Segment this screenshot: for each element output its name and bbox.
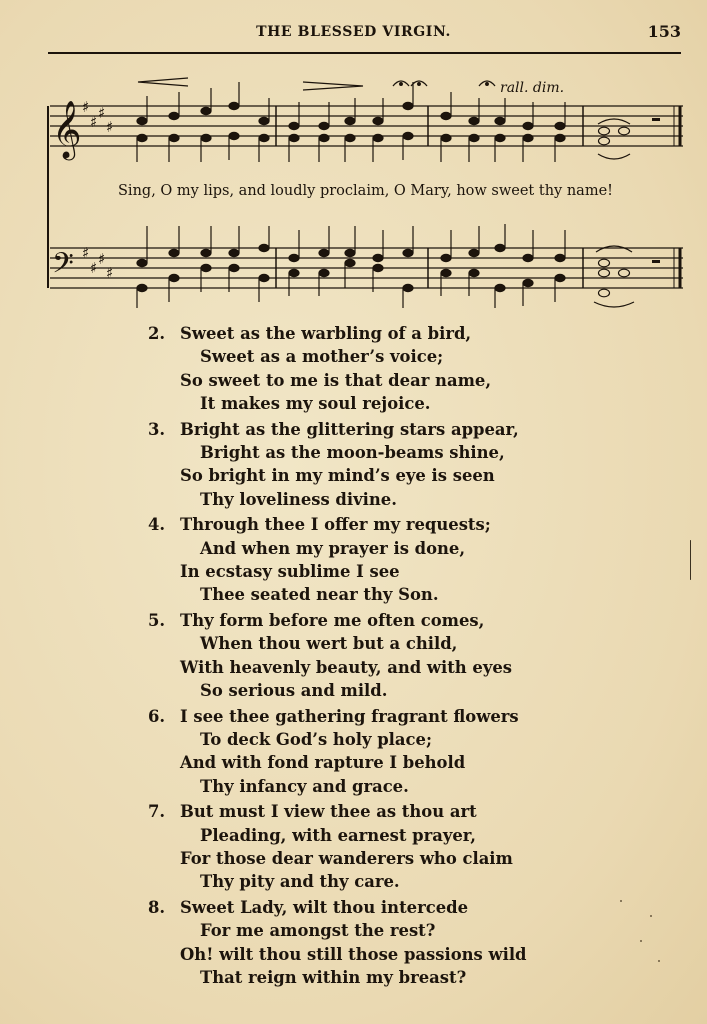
key-signature-treble: [82, 98, 113, 136]
fermata-icon: [393, 81, 495, 86]
verses: [148, 322, 527, 992]
svg-text:♯: ♯: [90, 113, 98, 131]
verse-line: In ecstasy sublime I see: [180, 561, 400, 581]
bass-clef-icon: 𝄢: [52, 247, 74, 287]
verse-line: Thy infancy and grace.: [200, 776, 409, 796]
paper-speck: [650, 915, 652, 917]
verse-number: 5.: [148, 611, 166, 631]
verse-line: For those dear wanderers who claim: [180, 849, 513, 869]
bass-staff: [50, 248, 683, 288]
running-header-title: THE BLESSED VIRGIN.: [256, 24, 451, 40]
svg-text:♯: ♯: [82, 244, 90, 262]
svg-text:♯: ♯: [98, 250, 106, 268]
verse-line: Sweet Lady, wilt thou intercede: [180, 898, 469, 918]
treble-clef-icon: 𝄞: [52, 100, 82, 158]
verse: [148, 513, 527, 606]
svg-text:♯: ♯: [106, 264, 114, 282]
verse-number: 2.: [148, 324, 166, 343]
verse-line: Bright as the glittering stars appear,: [180, 419, 519, 439]
verse-line: So serious and mild.: [200, 680, 388, 700]
verse: [148, 800, 527, 893]
svg-text:♯: ♯: [82, 98, 90, 116]
verse-line: Sweet as a mother’s voice;: [200, 347, 444, 367]
verse: [148, 609, 527, 702]
page-number: 153: [647, 22, 681, 41]
verse-line: And with fond rapture I behold: [180, 753, 466, 773]
verse-line: Bright as the moon-beams shine,: [200, 442, 505, 462]
verse: [148, 896, 527, 989]
verse-line: Thy loveliness divine.: [200, 489, 397, 509]
svg-text:♯: ♯: [90, 259, 98, 277]
verse-number: 6.: [148, 706, 166, 726]
lyric-line: Sing, O my lips, and loudly proclaim, O Mary, how sweet thy name!: [118, 183, 613, 199]
verse-line: I see thee gathering fragrant flowers: [180, 706, 519, 726]
svg-text:♯: ♯: [98, 104, 106, 122]
verse: [148, 322, 527, 415]
key-signature-bass: [82, 244, 113, 282]
verse-line: Thy pity and thy care.: [200, 872, 400, 892]
verse-number: 7.: [148, 802, 166, 822]
verse-line: Oh! wilt thou still those passions wild: [180, 944, 527, 964]
bass-notes: [137, 224, 634, 308]
verse-line: Thy form before me often comes,: [180, 611, 485, 631]
verse-line: So sweet to me is that dear name,: [180, 370, 492, 390]
verse-line: So bright in my mind’s eye is seen: [180, 466, 495, 486]
verse-line: When thou wert but a child,: [200, 634, 458, 654]
verse-number: 8.: [148, 898, 166, 918]
paper-speck: [658, 960, 660, 962]
rests: [652, 118, 660, 263]
verse: [148, 705, 527, 798]
svg-text:♯: ♯: [106, 118, 114, 136]
verse-number: 4.: [148, 515, 166, 535]
verse-line: That reign within my breast?: [200, 968, 467, 988]
verse-line: Thee seated near thy Son.: [200, 585, 439, 605]
paper-mark: [690, 540, 691, 580]
verse: [148, 418, 527, 511]
verse-line: Sweet as the warbling of a bird,: [180, 324, 472, 343]
verse-line: It makes my soul rejoice.: [200, 393, 431, 413]
verse-line: For me amongst the rest?: [200, 921, 436, 941]
verse-line: Through thee I offer my requests;: [180, 515, 491, 535]
verse-line: Pleading, with earnest prayer,: [200, 825, 476, 845]
paper-speck: [640, 940, 642, 942]
dynamic-hairpins: [138, 78, 363, 90]
verse-line: And when my prayer is done,: [200, 538, 466, 558]
verse-line: With heavenly beauty, and with eyes: [180, 657, 513, 677]
header-rule: [48, 52, 681, 54]
verse-number: 3.: [148, 419, 166, 439]
tempo-marking: rall. dim.: [500, 80, 565, 96]
paper-speck: [620, 900, 622, 902]
verse-line: But must I view thee as thou art: [180, 802, 477, 822]
verse-line: To deck God’s holy place;: [200, 730, 432, 750]
